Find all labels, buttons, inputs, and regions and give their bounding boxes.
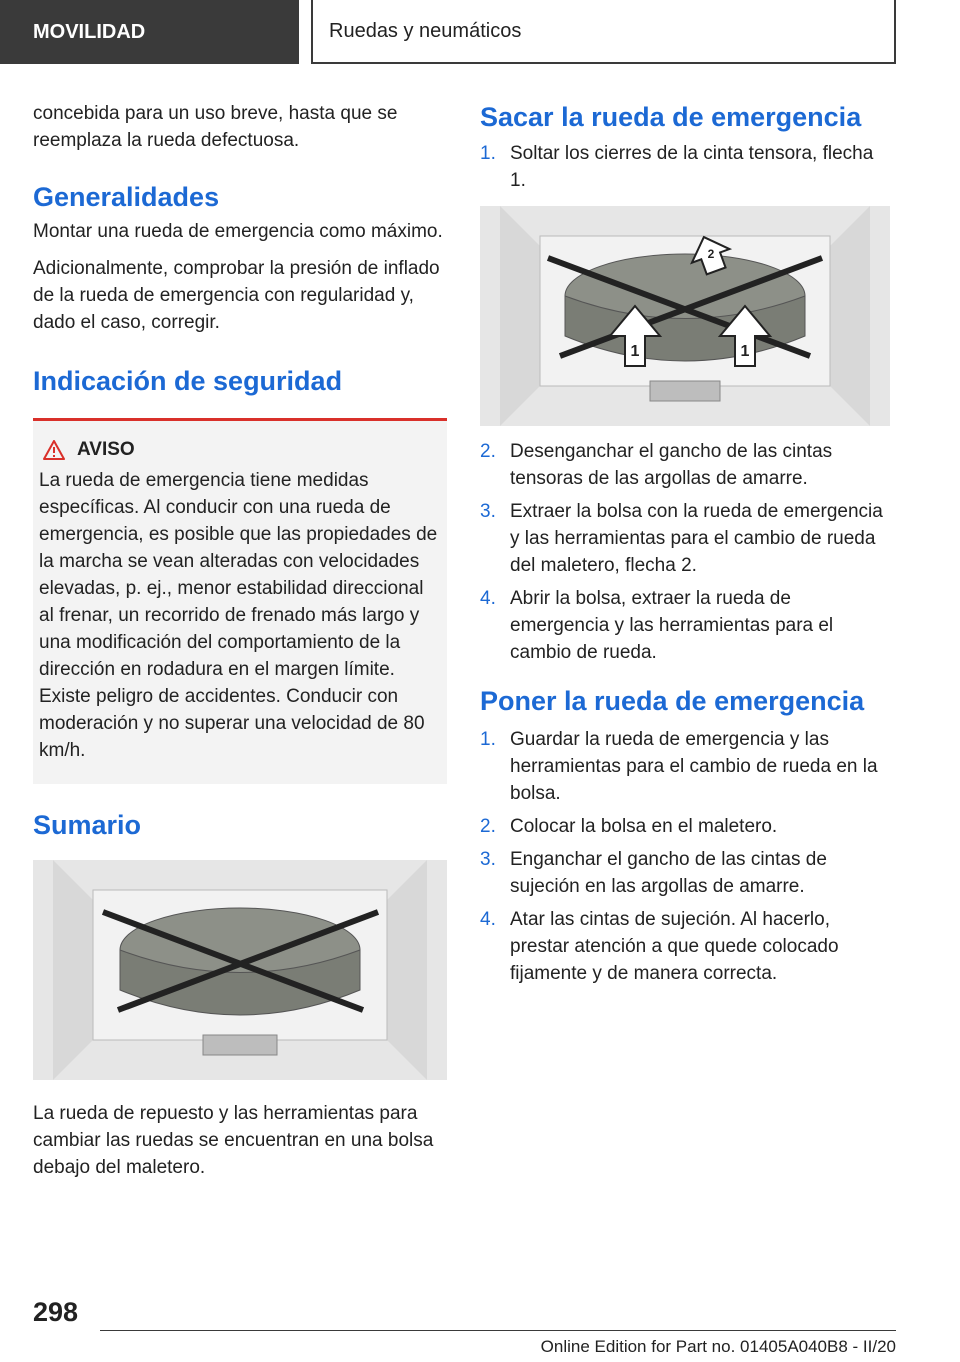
arrow-label-1b: 1 bbox=[740, 343, 750, 360]
remove-steps-rest bbox=[480, 438, 892, 666]
list-item bbox=[480, 906, 892, 987]
list-item bbox=[480, 438, 892, 492]
right-column bbox=[480, 100, 892, 993]
chapter-tab bbox=[311, 0, 896, 64]
put-heading: Poner la rueda de emergencia bbox=[480, 686, 865, 716]
step-text: Guardar la rueda de emergencia y las herramientas para el cambio de rueda en la bolsa. bbox=[510, 729, 878, 804]
step-text: Desenganchar el gancho de las cintas tensoras de las argollas de amarre. bbox=[510, 441, 833, 489]
step-text: Abrir la bolsa, extraer la rueda de emergencia y las herramientas para el cambio de rueda. bbox=[510, 588, 834, 663]
warning-box bbox=[33, 418, 447, 784]
footer-divider bbox=[100, 1330, 896, 1331]
remove-heading: Sacar la rueda de emergencia bbox=[480, 102, 862, 132]
step-number: 4. bbox=[480, 588, 496, 609]
safety-heading: Indicación de seguridad bbox=[33, 366, 343, 396]
remove-steps-first bbox=[480, 140, 892, 194]
put-steps bbox=[480, 726, 892, 987]
list-item bbox=[480, 813, 892, 840]
step-text: Soltar los cierres de la cinta tensora, flecha 1. bbox=[510, 143, 874, 191]
step-text: Atar las cintas de sujeción. Al hacerlo, prestar atención a que quede colocado fijamente y de manera correcta. bbox=[510, 909, 839, 984]
section-title: MOVILIDAD bbox=[33, 20, 146, 43]
warning-triangle-icon bbox=[43, 440, 65, 460]
summary-text: La rueda de repuesto y las herramientas para cambiar las ruedas se encuentran en una bolsa debajo del maletero. bbox=[33, 1103, 434, 1178]
step-number: 1. bbox=[480, 143, 496, 164]
warning-title: AVISO bbox=[77, 439, 135, 460]
list-item bbox=[480, 140, 892, 194]
step-text: Enganchar el gancho de las cintas de sujeción en las argollas de amarre. bbox=[510, 849, 827, 897]
remove-wheel-image bbox=[480, 206, 890, 426]
step-number: 3. bbox=[480, 849, 496, 870]
list-item bbox=[480, 726, 892, 807]
list-item bbox=[480, 846, 892, 900]
step-text: Colocar la bolsa en el maletero. bbox=[510, 816, 778, 837]
step-text: Extraer la bolsa con la rueda de emergencia y las herramientas para el cambio de rueda del maletero, flecha 2. bbox=[510, 501, 883, 576]
left-column bbox=[33, 100, 447, 1191]
step-number: 2. bbox=[480, 816, 496, 837]
general-paragraph-2: Adicionalmente, comprobar la presión de inflado de la rueda de emergencia con regularidad y, dado el caso, corregir. bbox=[33, 258, 440, 333]
step-number: 1. bbox=[480, 729, 496, 750]
step-number: 4. bbox=[480, 909, 496, 930]
chapter-title: Ruedas y neumáticos bbox=[329, 19, 522, 42]
trunk-overview-image bbox=[33, 860, 447, 1080]
page-number: 298 bbox=[33, 1297, 79, 1327]
step-number: 3. bbox=[480, 501, 496, 522]
general-heading: Generalidades bbox=[33, 182, 220, 212]
arrow-label-2: 2 bbox=[707, 247, 715, 261]
summary-heading: Sumario bbox=[33, 810, 142, 840]
list-item bbox=[480, 498, 892, 579]
general-paragraph-1: Montar una rueda de emergencia como máximo. bbox=[33, 221, 443, 242]
warning-text: La rueda de emergencia tiene medidas específicas. Al conducir con una rueda de emergencia, es posible que las propiedades de la marcha se vean alteradas con velocidades elevadas, p. ej., menor estabilidad direccional al frenar, un recorrido de frenado más largo y una modificación del comportamiento de la dirección en rodadura en el margen límite. Existe peligro de accidentes. Conducir con moderación y no superar una velocidad de 80 km/h. bbox=[39, 470, 438, 761]
section-tab bbox=[0, 0, 299, 64]
list-item bbox=[480, 585, 892, 666]
arrow-label-1a: 1 bbox=[630, 343, 640, 360]
edition-text: Online Edition for Part no. 01405A040B8 - II/20 bbox=[540, 1337, 896, 1356]
warning-header bbox=[33, 439, 447, 461]
step-number: 2. bbox=[480, 441, 496, 462]
intro-paragraph: concebida para un uso breve, hasta que se reemplaza la rueda defectuosa. bbox=[33, 103, 398, 151]
